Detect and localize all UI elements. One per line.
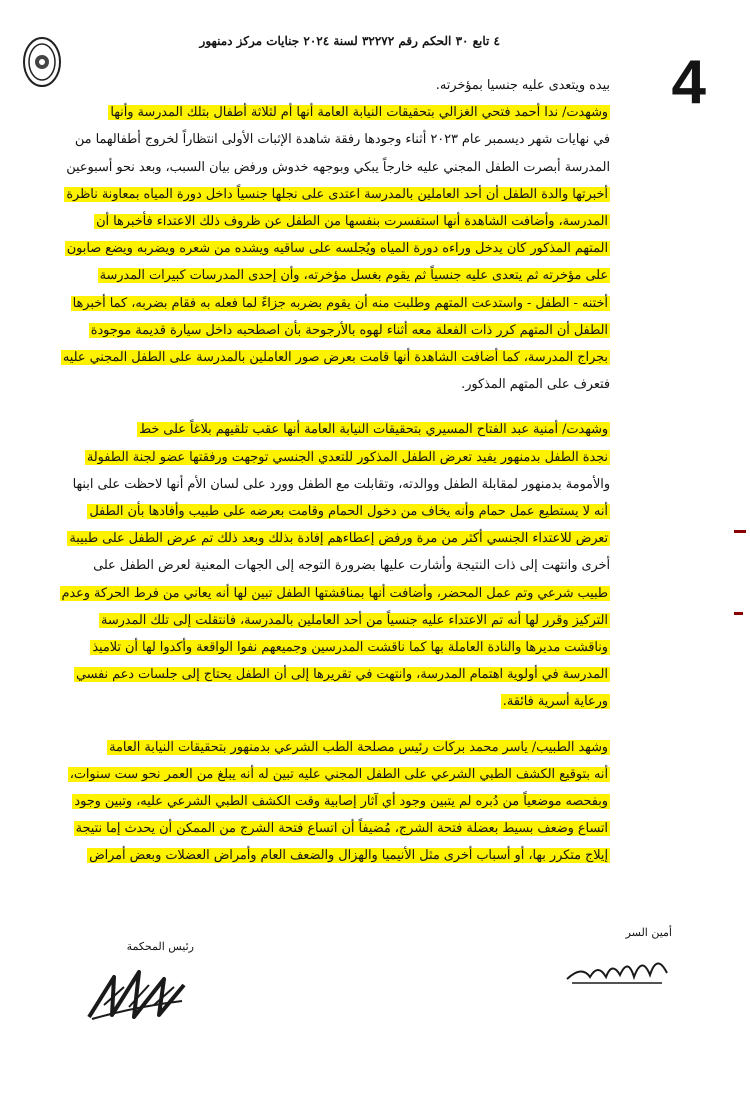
handwritten-signature-icon bbox=[562, 943, 672, 993]
text-line: المدرسة أبصرت الطفل المجني عليه خارجاً يبكي وبوجهه خدوش ورفض بيان السبب، وبعد نحو أسبوعين bbox=[66, 159, 610, 175]
page-number: 4 bbox=[671, 48, 706, 117]
text-line: أنه بتوقيع الكشف الطبي الشرعي على الطفل المجني عليه تبين له أنه يبلغ من العمر نحو ست سنوات، bbox=[69, 766, 608, 782]
signature-title: رئيس المحكمة bbox=[126, 940, 194, 953]
text-line: وشهدت/ أمنية عبد الفتاح المسيري بتحقيقات النيابة العامة أنها عقب تلقيهم بلاغاً على خط bbox=[139, 422, 608, 438]
text-line: أخرى وانتهت إلى ذات النتيجة وأشارت عليها بضرورة التوجه إلى الجهات المعنية لعرض الطفل على bbox=[93, 558, 610, 574]
text-line: نجدة الطفل بدمنهور يفيد تعرض الطفل المذكور للتعدي الجنسي توجهت ورفقتها عضو لجنة الطفولة bbox=[86, 449, 608, 465]
document-body bbox=[60, 72, 610, 870]
text-line: اتساع وضعف بسيط بعضلة فتحة الشرج، مُضيفاً أن اتساع فتحة الشرج من الممكن أن يحدث إما نتيجة bbox=[75, 821, 608, 837]
paragraph-3 bbox=[60, 734, 610, 870]
text-line: والأمومة بدمنهور لمقابلة الطفل ووالدته، وتقابلت مع الطفل وورد على لسان الأم أنها لاحظت على ابنها bbox=[72, 476, 610, 492]
handwritten-signature-icon bbox=[84, 957, 194, 1027]
text-line: وبفحصه موضعياً من دُبره لم يتبين وجود أي آثار إصابية وقت الكشف الطبي الشرعي عليه، وتبين وجود bbox=[74, 794, 608, 810]
text-line: في نهايات شهر ديسمبر عام ٢٠٢٣ أثناء وجودها رفقة شاهدة الإثبات الأولى انتظاراً لخروج أطفالهما من bbox=[74, 132, 610, 148]
text-line: أنه لا يستطيع عمل حمام وأنه يخاف من دخول الحمام وقامت بعرضه على طبيب وأفادها بأن الطفل bbox=[89, 504, 608, 520]
court-seal-icon bbox=[22, 36, 62, 88]
text-line: المدرسة، وأضافت الشاهدة أنها استفسرت بنفسها من الطفل عن ظروف ذلك الاعتداء فأخبرها أن bbox=[96, 214, 608, 230]
text-line: التركيز وقرر لها أنه تم الاعتداء عليه جنسياً من أحد العاملين بالمدرسة، فانتقلت إلى تلك المدرسة bbox=[100, 612, 608, 628]
text-line: وشهدت/ ندا أحمد فتحي الغزالي بتحقيقات النيابة العامة أنها أم لثلاثة أطفال بتلك المدرسة وأنها bbox=[110, 105, 608, 121]
text-line: طبيب شرعي وتم عمل المحضر، وأضافت أنها بمناقشتها الطفل تبين لها أنه يعاني من فرط الحركة وعدم bbox=[61, 585, 608, 601]
text-line: إيلاج متكرر بها، أو أسباب أخرى مثل الأنيميا والهزال والضعف العام وأمراض العضلات وبعض أمراض bbox=[89, 848, 608, 864]
signature-clerk bbox=[562, 926, 672, 993]
margin-mark bbox=[734, 530, 746, 533]
text-line: المتهم المذكور كان يدخل وراءه دورة المياه ويُجلسه على ساقيه ويشده من شعره ويضربه ويضع صابون bbox=[66, 241, 608, 257]
text-line: على مؤخرته ثم يتعدى عليه جنسياً ثم يقوم بغسل مؤخرته، وأن إحدى المدرسات كبيرات المدرسة bbox=[99, 268, 608, 284]
signature-judge bbox=[84, 940, 194, 1027]
text-line: تعرض للاعتداء الجنسي أكثر من مرة ورفض إعطاءهم إفادة بذلك وبعد ذلك تم عرض الطفل على طبيبة bbox=[69, 531, 608, 547]
text-line: ورعاية أسرية فائقة. bbox=[502, 694, 608, 710]
margin-mark bbox=[734, 612, 743, 615]
text-line: بجراج المدرسة، كما أضافت الشاهدة أنها قامت بعرض صور العاملين بالمدرسة على الطفل المجني عليه bbox=[62, 350, 608, 366]
intro-line: بيده ويتعدى عليه جنسيا بمؤخرته. bbox=[435, 78, 610, 93]
paragraph-2 bbox=[60, 416, 610, 715]
text-line: وناقشت مديرها والنادة العاملة بها كما ناقشت المدرسين وجميعهم نفوا الواقعة وأكدوا لها أن تلاميذ bbox=[92, 640, 608, 656]
text-line: فتعرف على المتهم المذكور. bbox=[461, 377, 610, 393]
paragraph-1 bbox=[60, 99, 610, 398]
signature-title: أمين السر bbox=[625, 926, 672, 939]
case-header: ٤ تابع ٣٠ الحكم رقم ٣٢٢٧٢ لسنة ٢٠٢٤ جنايات مركز دمنهور bbox=[199, 34, 500, 48]
text-line: وشهد الطبيب/ ياسر محمد بركات رئيس مصلحة الطب الشرعي بدمنهور بتحقيقات النيابة العامة bbox=[109, 739, 608, 755]
text-line: المدرسة في أولوية اهتمام المدرسة، وانتهت في تقريرها إلى أن الطفل يحتاج إلى جلسات دعم نفسي bbox=[75, 667, 608, 683]
text-line: أختنه - الطفل - واستدعت المتهم وطلبت منه أن يقوم بضربه جزاءً لما فعله به فقام بضربه، كما أخبرها bbox=[72, 295, 608, 311]
text-line: أخبرتها والدة الطفل أن أحد العاملين بالمدرسة اعتدى على نجلها جنسياً داخل دورة المياه بمعاونة ناظرة bbox=[66, 186, 608, 202]
text-line: الطفل أن المتهم كرر ذات الفعلة معه أثناء لهوه بالأرجوحة بأن اصطحبه داخل سيارة قديمة موجودة bbox=[90, 322, 608, 338]
